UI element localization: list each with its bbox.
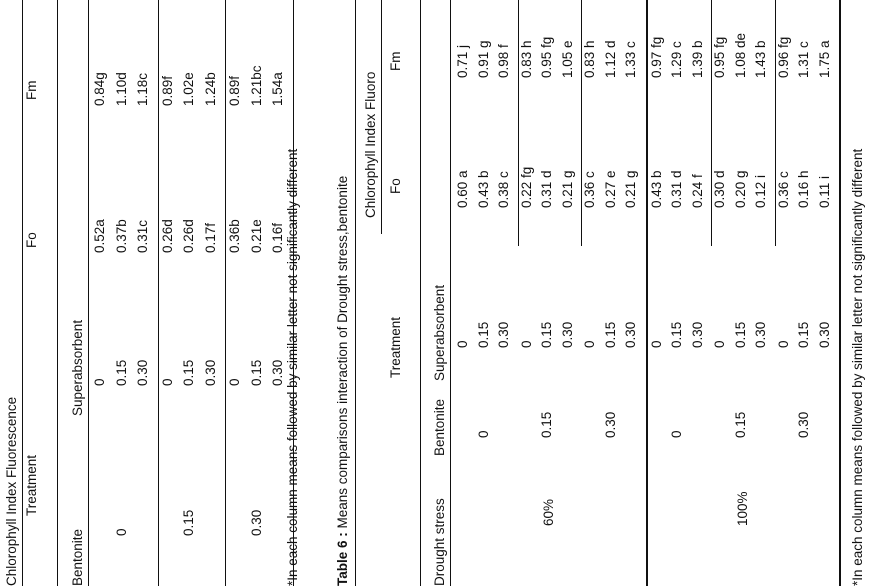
table5-cell-fm: 1.21bc	[248, 65, 264, 106]
table5-cell-fm: 1.10d	[113, 72, 129, 106]
table5-footnote: *In each column means followed by similar letter not significantly different	[285, 148, 300, 586]
table6-cell-superabsorbent: 0.15	[602, 321, 618, 348]
table6-footnote: *In each column means followed by similar letter not significantly different	[850, 148, 865, 586]
table6-cell-fm: 0.71 j	[455, 44, 470, 78]
table5-cell-fo: 0.31c	[135, 219, 150, 253]
table6-caption-text: Means comparisons interaction of Drought stress,bentonite	[335, 175, 350, 533]
table6-cell-fo: 0.22 fg	[518, 166, 534, 208]
table6-cell-superabsorbent: 0.30	[496, 321, 511, 348]
table5-header-superabsorbent: Superabsorbent	[70, 319, 85, 416]
table6-cell-superabsorbent: 0.15	[475, 321, 491, 348]
table6-cell-fm: 1.29 c	[669, 41, 684, 78]
table6-cell-superabsorbent: 0	[775, 340, 791, 348]
table6-cell-fm: 0.98 f	[496, 44, 511, 78]
table6-subheader-rule	[450, 0, 451, 586]
table6-group-header: Chlorophyll Index Fluoro	[363, 71, 378, 218]
table5-header-rule	[22, 0, 23, 586]
table6-cell-superabsorbent: 0.15	[796, 321, 811, 348]
table6-cell-superabsorbent: 0	[518, 340, 534, 348]
table6-cell-fo: 0.31 d	[669, 170, 684, 208]
table5-cell-superabsorbent: 0	[92, 378, 107, 386]
table6-cell-superabsorbent: 0.30	[753, 321, 768, 348]
table6-caption	[335, 176, 351, 586]
table5-header-bentonite: Bentonite	[70, 528, 85, 586]
table6-cell-fm: 1.08 de	[732, 32, 748, 78]
table6-cell-superabsorbent: 0.15	[539, 321, 554, 348]
table6-cell-fo: 0.16 h	[796, 170, 811, 208]
table6-cell-fm: 1.43 b	[753, 40, 768, 78]
table6-cell-fm: 0.83 h	[518, 40, 534, 78]
table6-cell-fm: 1.39 b	[689, 40, 705, 78]
table6-cell-superabsorbent: 0	[712, 340, 727, 348]
table5-cell-fo: 0.17f	[202, 222, 218, 253]
table6-cell-fm: 0.83 h	[582, 40, 597, 78]
table6-cell-fo: 0.11 i	[816, 175, 832, 208]
table6-cell-fo: 0.27 e	[602, 170, 618, 208]
table6-cell-superabsorbent: 0.30	[816, 321, 832, 348]
table6-cell-fo: 0.12 i	[753, 174, 768, 208]
table5-cell-fo: 0.36b	[227, 219, 242, 253]
table6-cell-fm: 0.95 fg	[712, 36, 727, 78]
table6-cell-bentonite: 0.30	[796, 411, 811, 438]
table5-cell-fm: 0.84g	[92, 72, 107, 106]
table6-cell-fo: 0.21 g	[559, 170, 575, 208]
table6-header-rule	[420, 0, 421, 586]
table6-cell-fo: 0.36 c	[775, 171, 791, 208]
table6-cell-fm: 0.96 fg	[775, 36, 791, 78]
table6-cell-fo: 0.24 f	[689, 174, 705, 208]
table5-header-fo: Fo	[24, 232, 39, 248]
table5-cell-fm: 1.18c	[135, 72, 150, 106]
table5-cell-fo: 0.37b	[113, 219, 129, 253]
table6-header-fm: Fm	[388, 51, 403, 71]
table5-group-rule	[158, 0, 159, 586]
table5-cell-superabsorbent: 0.30	[135, 359, 150, 386]
table6-cell-fo: 0.20 g	[732, 170, 748, 208]
table6-cell-superabsorbent: 0	[582, 340, 597, 348]
table6-cell-superabsorbent: 0.30	[623, 321, 638, 348]
table5-cell-superabsorbent: 0.15	[181, 359, 196, 386]
table5-group-rule	[225, 0, 226, 586]
table6-header-fo: Fo	[388, 178, 403, 194]
table6-cell-fm: 1.31 c	[796, 41, 811, 78]
table5-cell-bentonite: 0	[113, 528, 129, 536]
table5-cell-fo: 0.16f	[270, 222, 285, 253]
table6-header-bentonite: Bentonite	[432, 398, 447, 456]
table5-cell-superabsorbent: 0	[159, 378, 175, 386]
table6-cell-fm: 1.33 c	[623, 41, 638, 78]
table6-cell-fm: 0.91 g	[475, 40, 491, 78]
table6-cell-fm: 0.97 fg	[648, 36, 664, 78]
table6-cell-fm: 1.05 e	[559, 40, 575, 78]
table6-cell-superabsorbent: 0.15	[669, 321, 684, 348]
table6-group-rule	[381, 0, 382, 234]
table5-cell-fm: 1.24b	[202, 72, 218, 106]
table6-cell-bentonite: 0	[669, 430, 684, 438]
table6-cell-drought-stress: 100%	[734, 491, 750, 526]
table5-cell-fo: 0.26d	[181, 219, 196, 253]
table6-cell-fo: 0.36 c	[582, 171, 597, 208]
table6-cell-fm: 0.95 fg	[539, 36, 554, 78]
table5-cell-superabsorbent: 0.30	[202, 359, 218, 386]
table6-cell-fm: 1.12 d	[602, 40, 618, 78]
table6-block-rule	[646, 0, 648, 586]
table6-cell-fo: 0.43 b	[648, 170, 664, 208]
table6-header-superabsorbent: Superabsorbent	[432, 284, 447, 381]
table5-cell-superabsorbent: 0.15	[248, 359, 264, 386]
table5-cell-fo: 0.52a	[92, 219, 107, 253]
table5-cell-fo: 0.21e	[248, 219, 264, 253]
table6-cell-fo: 0.30 d	[712, 170, 727, 208]
table5-cell-fm: 1.54a	[270, 72, 285, 106]
table6-cell-fo: 0.43 b	[475, 170, 491, 208]
table6-cell-fo: 0.21 g	[623, 170, 638, 208]
table5-header-treatment: Treatment	[24, 454, 39, 516]
table6-cell-superabsorbent: 0.30	[559, 321, 575, 348]
table5-group-header: Chlorophyll Index Fluorescence	[4, 396, 19, 586]
table6-group-rule	[581, 0, 582, 246]
table6-cell-fm: 1.75 a	[816, 40, 832, 78]
table5-cell-fm: 1.02e	[181, 72, 196, 106]
table5-header-fm: Fm	[24, 80, 39, 100]
table6-group-rule	[518, 0, 519, 246]
table5-cell-superabsorbent: 0	[227, 378, 242, 386]
table6-cell-bentonite: 0.15	[732, 411, 748, 438]
table5-cell-bentonite: 0.30	[248, 509, 264, 536]
table5-cell-superabsorbent: 0.30	[270, 359, 285, 386]
table6-top-rule	[355, 0, 356, 586]
table6-cell-fo: 0.60 a	[455, 170, 470, 208]
table5-cell-superabsorbent: 0.15	[113, 359, 129, 386]
table6-caption-label: Table 6 :	[335, 532, 350, 586]
table6-header-treatment: Treatment	[388, 316, 403, 378]
table6-cell-superabsorbent: 0.30	[689, 321, 705, 348]
table6-cell-superabsorbent: 0	[455, 340, 470, 348]
table6-header-drought: Drought stress	[432, 498, 447, 586]
table6-cell-bentonite: 0	[475, 430, 491, 438]
table5-cell-fo: 0.26d	[159, 219, 175, 253]
table5-cell-bentonite: 0.15	[181, 509, 196, 536]
table6-cell-superabsorbent: 0	[648, 340, 664, 348]
table5-cell-fm: 0.89f	[159, 75, 175, 106]
table5-header-rule-2	[57, 0, 58, 586]
table5-cell-fm: 0.89f	[227, 75, 242, 106]
table6-cell-superabsorbent: 0.15	[732, 321, 748, 348]
table6-block-rule	[839, 0, 841, 586]
table5-subheader-rule	[88, 0, 89, 586]
table6-cell-fo: 0.31 d	[539, 170, 554, 208]
table6-cell-bentonite: 0.30	[602, 411, 618, 438]
table6-cell-drought-stress: 60%	[541, 498, 557, 526]
table6-cell-fo: 0.38 c	[496, 171, 511, 208]
table6-cell-bentonite: 0.15	[539, 411, 554, 438]
